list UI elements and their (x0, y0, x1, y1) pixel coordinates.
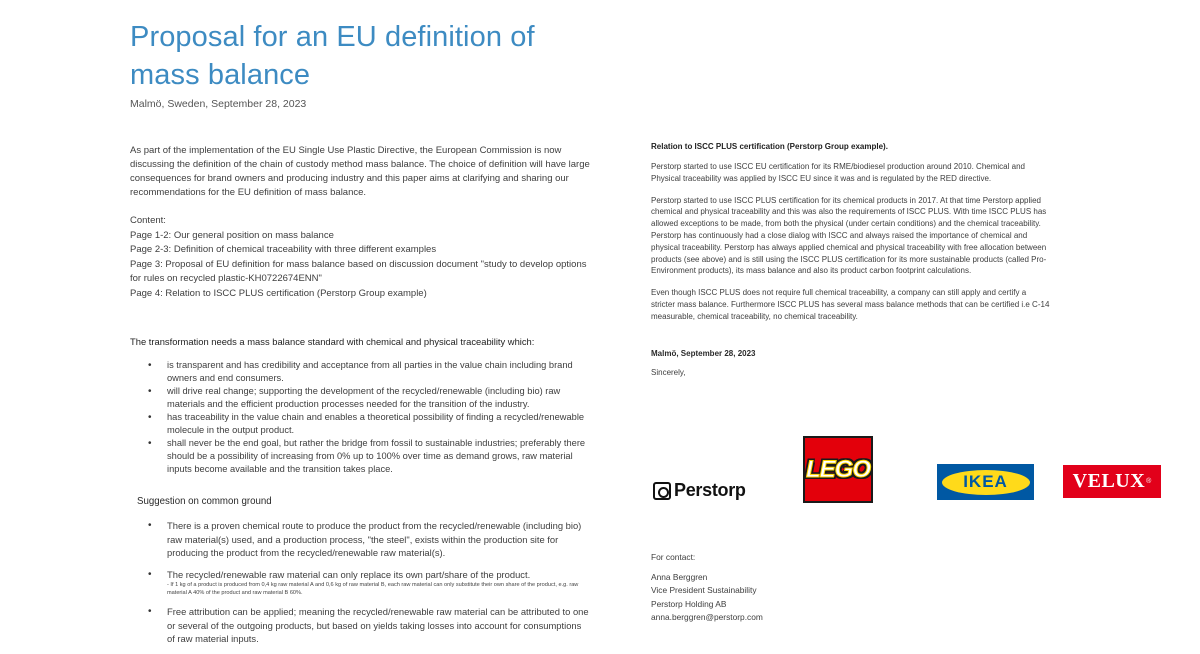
contents-item: Page 2-3: Definition of chemical traceability with three different examples (130, 244, 437, 255)
lego-logo (803, 436, 873, 503)
list-item-note: - If 1 kg of a product is produced from 0,4 kg raw material A and 0,6 kg of raw material B, each raw material can only substitute their own share of the product, e.g. raw material A 40% of the product and raw material B 60%. (167, 582, 579, 596)
ikea-oval (942, 470, 1030, 495)
velux-logo (1063, 465, 1161, 498)
right-column (651, 142, 1051, 377)
perstorp-logo (653, 480, 746, 501)
contents-label: Content: (130, 215, 166, 226)
contact-company: Perstorp Holding AB (651, 598, 727, 609)
lego-wordmark: LEGO (805, 455, 870, 483)
registered-mark: ® (1146, 478, 1152, 485)
contact-name: Anna Berggren (651, 571, 708, 582)
contents-item: Page 1-2: Our general position on mass balance (130, 229, 334, 241)
list-item-text: Free attribution can be applied; meaning the recycled/renewable raw material can be attributed to one or several of the outgoing products, but based on yields taking losses into account for consumptions of raw material inputs. (167, 606, 589, 644)
suggestion-list (130, 519, 590, 646)
signature-date: Malmö, September 28, 2023 (651, 348, 756, 358)
list-item (130, 605, 590, 646)
contact-role: Vice President Sustainability (651, 585, 757, 595)
contact-block (651, 551, 763, 625)
list-item: • shall never be the end goal, but rather the bridge from fossil to sustainable industries; preferably there should be a possibility of increasing from 0% up to 100% over time as demand grows, raw material inputs become available and the transition takes place. (130, 437, 590, 476)
contact-email: anna.berggren@perstorp.com (651, 612, 763, 622)
list-item: • will drive real change; supporting the development of the recycled/renewable (including bio) raw materials and the efficient production processes needed for the transition of the industry. (130, 385, 590, 411)
list-item-text: The recycled/renewable raw material can only replace its own part/share of the product. (167, 568, 531, 580)
perstorp-mark-icon (653, 482, 671, 500)
contents-item: Page 4: Relation to ISCC PLUS certification (Perstorp Group example) (130, 287, 427, 299)
suggestion-heading: Suggestion on common ground (137, 496, 272, 507)
ikea-wordmark: IKEA (963, 472, 1008, 491)
list-item: • is transparent and has credibility and acceptance from all parties in the value chain including brand owners and end consumers. (130, 359, 590, 385)
transformation-heading: The transformation needs a mass balance standard with chemical and physical traceability which: (130, 336, 535, 347)
list-item (130, 568, 590, 598)
list-item (130, 519, 590, 560)
intro-paragraph: As part of the implementation of the EU Single Use Plastic Directive, the European Commission is now discussing the definition of the chain of custody method mass balance. The choice of definition will have large consequences for brand owners and producing industry and this paper aims at clarifying and sharing our recommendations for the EU definition of mass balance. (130, 145, 590, 198)
left-column (130, 18, 590, 654)
closing: Sincerely, (651, 367, 686, 377)
partner-logos (0, 436, 1200, 506)
list-item-text: There is a proven chemical route to produce the product from the recycled/renewable (including bio) raw material(s) used, and a production process, "the steel", exists within the production site for producing the product from the recycled/renewable raw material(s). (167, 520, 582, 558)
list-item: • has traceability in the value chain and enables a theoretical possibility of finding a recycled/renewable molecule in the output product. (130, 411, 590, 437)
contact-label: For contact: (651, 552, 696, 562)
ikea-logo (937, 464, 1034, 500)
iscc-paragraph: Perstorp started to use ISCC PLUS certification for its chemical products in 2017. At that time Perstorp applied chemical and physical traceability and this was also the requirements of ISCC PLUS. With time ISCC PLUS has allowed exceptions to be made, from both the physical (under certain conditions) and the chemical traceability. Perstorp has continuously had a close dialog with ISCC and always raised the importance of chemical and physical traceability. Perstorp has always applied chemical and physical traceability with free allocation between products (see above) and is still using the ISCC PLUS certification for its more sustainable products (called Pro-Environment products), its mass balance and also its product carbon footprint calculations. (651, 195, 1047, 276)
iscc-paragraph: Even though ISCC PLUS does not require full chemical traceability, a company can still apply and certify a stricter mass balance. Furthermore ISCC PLUS has several mass balance methods that can be certified i.e C-14 measurable, chemical traceability, no chemical traceability. (651, 288, 1050, 321)
title-line-2: mass balance (130, 59, 311, 91)
contents-list (130, 214, 590, 301)
perstorp-wordmark: Perstorp (674, 480, 746, 500)
contents-item: Page 3: Proposal of EU definition for mass balance based on discussion document "study to develop options for rules on recycled plastic-KH0722674ENN" (130, 258, 587, 284)
title-line-1: Proposal for an EU definition of (130, 21, 535, 53)
iscc-heading: Relation to ISCC PLUS certification (Perstorp Group example). (651, 142, 888, 151)
velux-wordmark: VELUX (1072, 470, 1146, 492)
dateline: Malmö, Sweden, September 28, 2023 (130, 98, 307, 110)
document-title (130, 18, 590, 94)
iscc-paragraph: Perstorp started to use ISCC EU certification for its RME/biodiesel production around 2010. Chemical and Physical traceability was applied by ISCC EU since it was and is regulated by the RED directive. (651, 162, 1025, 183)
